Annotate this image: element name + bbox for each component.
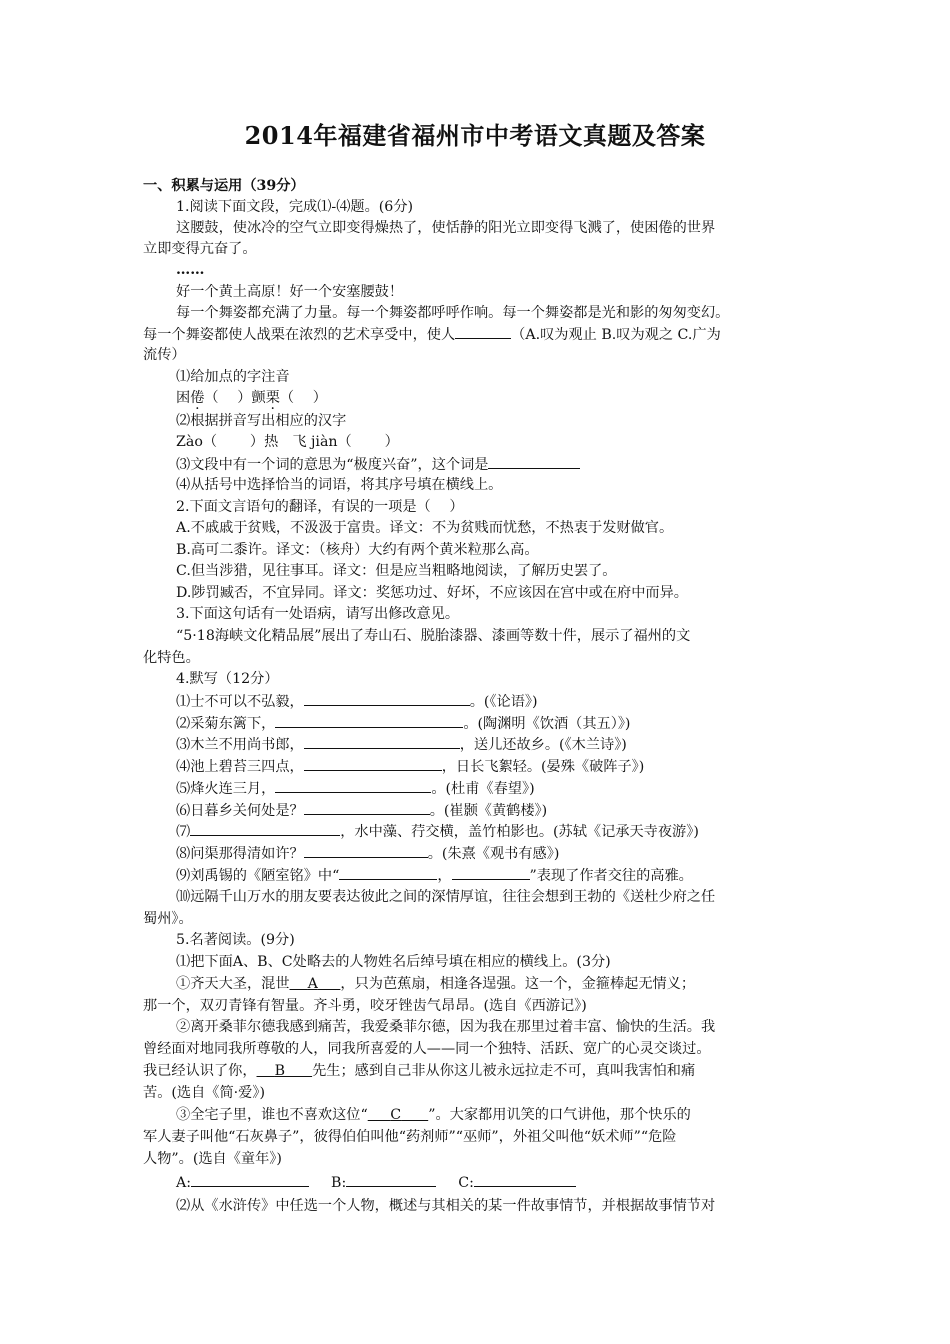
- answer-blank[interactable]: [304, 800, 430, 815]
- q5-passage-line: 军人妻子叫他“石灰鼻子”，彼得伯伯叫他“药剂师”“巫师”，外祖父叫他“妖术师”“危险: [143, 1129, 677, 1145]
- answer-parens[interactable]: （ ）: [204, 390, 252, 406]
- q4-item: ⑴士不可以不弘毅， 。(《论语》): [176, 691, 538, 712]
- pinyin-item: Zào（ ）热: [176, 434, 279, 450]
- dotted-char: 栗: [265, 390, 280, 406]
- answer-blank[interactable]: [339, 865, 437, 880]
- q1-sub3: [176, 454, 580, 475]
- q4-item: ⑵采菊东篱下， 。(陶渊明《饮酒（其五）》): [176, 713, 630, 734]
- answer-blank[interactable]: [304, 756, 442, 771]
- answer-blank-a[interactable]: [191, 1172, 309, 1187]
- q4-intro: 4.默写（12分）: [176, 671, 279, 687]
- q1-passage-line: 立即变得亢奋了。: [143, 241, 257, 257]
- q3-intro: 3.下面这句话有一处语病，请写出修改意见。: [176, 606, 460, 622]
- q5-passage-line: 曾经面对地同我所尊敬的人，同我所喜爱的人——同一个独特、活跃、宽广的心灵交谈过。: [143, 1041, 711, 1057]
- q3-sentence: “5·18海峡文化精品展”展出了寿山石、脱胎漆器、漆画等数十件，展示了福州的文: [176, 628, 691, 644]
- q2-option: D.陟罚臧否，不宜异同。译文：奖惩功过、好坏，不应该因在宫中或在府中而异。: [176, 585, 688, 601]
- q5-sub2: ⑵从《水浒传》中任选一个人物，概述与其相关的某一件故事情节，并根据故事情节对: [176, 1198, 716, 1214]
- q1-passage-line: [143, 324, 721, 345]
- q1-intro: 1.阅读下面文段，完成⑴-⑷题。(6分): [176, 199, 414, 215]
- q2-option: B.高可二黍许。译文：（核舟）大约有两个黄米粒那么高。: [176, 542, 539, 558]
- q1-sub1: ⑴给加点的字注音: [176, 369, 290, 385]
- q5-passage-line: 苦。(选自《简·爱》): [143, 1085, 265, 1101]
- q4-item: ⑸烽火连三月， 。(杜甫《春望》): [176, 778, 535, 799]
- answer-blank[interactable]: [452, 865, 530, 880]
- q4-item: 蜀州》。: [143, 911, 193, 927]
- q4-item: ⑹日暮乡关何处是？ 。(崔颢《黄鹤楼》): [176, 800, 547, 821]
- q5-passage-line: ①齐天大圣，混世 A ，只为芭蕉扇，相逢各逞强。这一个，金箍棒起无情义；: [176, 976, 696, 992]
- q1-sub2: ⑵根据拼音写出相应的汉字: [176, 413, 347, 429]
- q5-intro: 5.名著阅读。(9分): [176, 932, 295, 948]
- answer-blank[interactable]: [304, 734, 460, 749]
- q1-text: （A.叹为观止 B.叹为观之 C.广为: [511, 327, 721, 343]
- q4-item: ⑼刘禹锡的《陋室铭》中“ ， ”表现了作者交往的高雅。: [176, 865, 693, 886]
- q5-passage-line: 人物”。(选自《童年》): [143, 1151, 282, 1167]
- answer-blank-b[interactable]: [346, 1172, 436, 1187]
- q1-ellipsis: ……: [176, 262, 205, 278]
- answer-blank[interactable]: [275, 778, 431, 793]
- pinyin-item: 飞 jiàn（ ）: [292, 434, 399, 450]
- q2-option: C.但当涉猎，见往事耳。译文：但是应当粗略地阅读，了解历史罢了。: [176, 563, 617, 579]
- q4-item: ⑷池上碧苔三四点， ，日长飞絮轻。(晏殊《破阵子》): [176, 756, 644, 777]
- answer-blank[interactable]: [275, 713, 463, 728]
- q1-text: 困: [176, 390, 191, 406]
- answer-slot-b[interactable]: B: [274, 1063, 285, 1079]
- q5-answer-row: A: B: C:: [176, 1172, 576, 1193]
- q4-item: ⑽远隔千山万水的朋友要表达彼此之间的深情厚谊，往往会想到王勃的《送杜少府之任: [176, 889, 716, 905]
- answer-blank[interactable]: [304, 691, 470, 706]
- q5-sub1: ⑴把下面A、B、C处略去的人物姓名后绰号填在相应的横线上。(3分): [176, 954, 611, 970]
- answer-parens[interactable]: （ ）: [279, 390, 327, 406]
- q1-text: 每一个舞姿都使人战栗在浓烈的艺术享受中，使人: [143, 327, 456, 343]
- q5-passage-line: 我已经认识了你， B 先生；感到自己非从你这儿被永远拉走不可，真叫我害怕和痛: [143, 1063, 696, 1079]
- q5-passage-line: ③全宅子里，谁也不喜欢这位“ C ”。大家都用讥笑的口气讲他，那个快乐的: [176, 1107, 691, 1123]
- q1-sub4: ⑷从括号中选择恰当的词语，将其序号填在横线上。: [176, 477, 503, 493]
- q1-sub2-items: [176, 432, 399, 452]
- q4-item: ⑻问渠那得清如许？ 。(朱熹《观书有感》): [176, 843, 559, 864]
- answer-slot-a[interactable]: A: [307, 976, 318, 992]
- q1-passage-line: 每一个舞姿都充满了力量。每一个舞姿都呼呼作响。每一个舞姿都是光和影的匆匆变幻。: [176, 305, 730, 321]
- answer-blank-c[interactable]: [474, 1172, 576, 1187]
- answer-blank[interactable]: [488, 454, 580, 469]
- q5-passage-line: 那一个，双刃青锋有智量。齐斗勇，咬牙锉齿气昂昂。(选自《西游记》): [143, 998, 587, 1014]
- answer-blank[interactable]: [455, 324, 511, 339]
- q2-option: A.不戚戚于贫贱，不汲汲于富贵。译文：不为贫贱而忧愁，不热衷于发财做官。: [176, 520, 674, 536]
- section-heading: 一、积累与运用（39分）: [143, 178, 305, 194]
- q2-intro: 2.下面文言语句的翻译，有误的一项是（ ）: [176, 499, 464, 515]
- answer-slot-c[interactable]: C: [390, 1107, 402, 1123]
- answer-blank[interactable]: [304, 843, 428, 858]
- answer-blank[interactable]: [190, 821, 340, 836]
- q1-text: 颤: [251, 390, 266, 406]
- q1-text: ⑶文段中有一个词的意思为“极度兴奋”，这个词是: [176, 457, 489, 473]
- q1-passage-line: 这腰鼓，使冰冷的空气立即变得燥热了，使恬静的阳光立即变得飞溅了，使困倦的世界: [176, 220, 716, 236]
- q5-passage-line: ②离开桑菲尔德我感到痛苦，我爱桑菲尔德，因为我在那里过着丰富、愉快的生活。我: [176, 1019, 716, 1035]
- q1-passage-line: 好一个黄土高原！好一个安塞腰鼓！: [176, 284, 404, 300]
- q1-passage-line: 流传）: [143, 347, 186, 363]
- q4-item: ⑺ ，水中藻、荇交横，盖竹柏影也。(苏轼《记承天寺夜游》): [176, 821, 699, 842]
- q4-item: ⑶木兰不用尚书郎， ，送儿还故乡。(《木兰诗》): [176, 734, 627, 755]
- dotted-char: 倦: [190, 390, 205, 406]
- q3-sentence: 化特色。: [143, 650, 200, 666]
- q1-sub1-items: [176, 388, 327, 408]
- page-title: 2014年福建省福州市中考语文真题及答案: [244, 121, 706, 150]
